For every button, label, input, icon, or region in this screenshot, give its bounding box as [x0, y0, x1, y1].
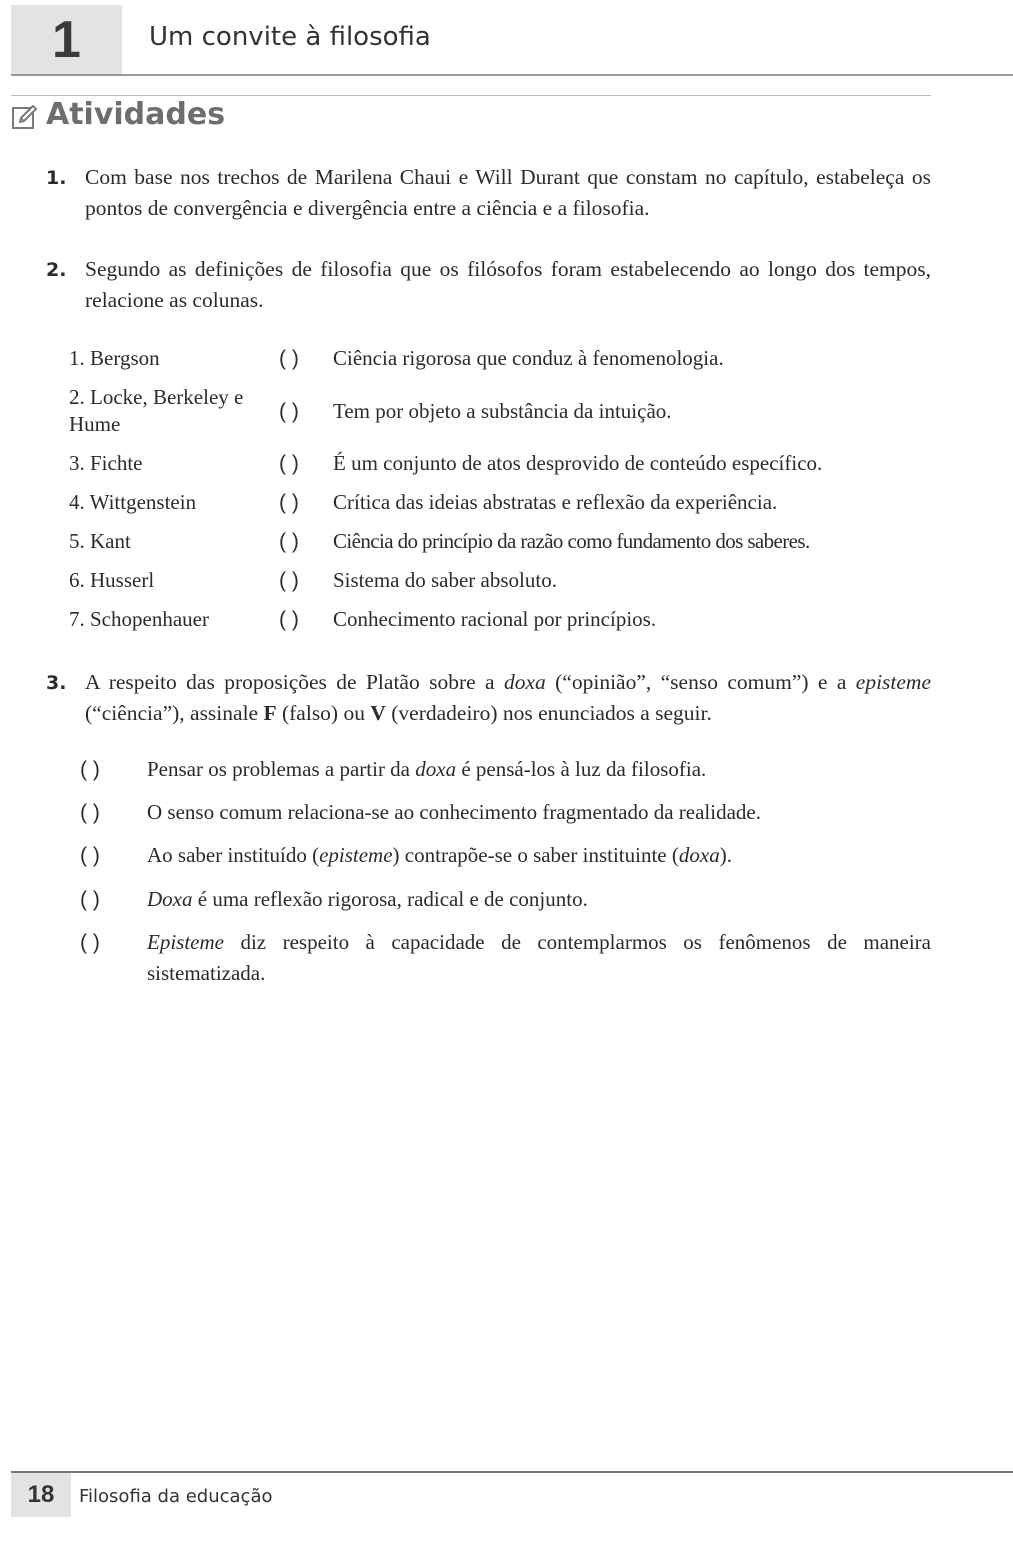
match-right-item: Conhecimento racional por princípios. [333, 607, 657, 631]
tf-statement: Pensar os problemas a partir da doxa é pensá-los à luz da filosofia. [147, 757, 707, 781]
footer-divider [11, 1471, 1013, 1473]
match-left-item: 5. Kant [69, 529, 131, 553]
section-heading: Atividades [46, 97, 226, 132]
question-3-number: 3. [46, 672, 67, 694]
tf-statement: Ao saber instituído (episteme) contrapõe-se o saber instituinte (doxa). [147, 843, 732, 867]
match-answer-blank[interactable]: ( ) [279, 569, 299, 592]
question-3-text: A respeito das proposições de Platão sobre a doxa (“opinião”, “senso comum”) e a episteme (“ciência”), assinale F (falso) ou V (verdadeiro) nos enunciados a seguir. [85, 670, 931, 725]
match-right-item: Crítica das ideias abstratas e reflexão da experiência. [333, 490, 778, 514]
match-left-item: 7. Schopenhauer [69, 607, 209, 631]
chapter-title: Um convite à filosofia [149, 22, 431, 52]
question-2-number: 2. [46, 259, 67, 281]
match-answer-blank[interactable]: ( ) [279, 400, 299, 423]
match-right-item: Sistema do saber absoluto. [333, 568, 557, 592]
section-divider [11, 95, 931, 96]
match-answer-blank[interactable]: ( ) [279, 530, 299, 553]
question-1-text: Com base nos trechos de Marilena Chaui e Will Durant que constam no capítulo, estabeleça os pontos de convergência e divergência entre a ciência e a filosofia. [85, 165, 931, 220]
header-divider [11, 74, 1013, 76]
match-left-item: 6. Husserl [69, 568, 155, 592]
match-right-item: Ciência rigorosa que conduz à fenomenologia. [333, 346, 724, 370]
match-right-item: É um conjunto de atos desprovido de conteúdo específico. [333, 451, 823, 475]
book-title: Filosofia da educação [79, 1486, 273, 1507]
match-left-item: 1. Bergson [69, 346, 160, 370]
tf-statement: Episteme diz respeito à capacidade de contemplarmos os fenômenos de maneira sistematizada. [147, 930, 931, 985]
match-right-item: Tem por objeto a substância da intuição. [333, 399, 672, 423]
tf-answer-blank[interactable]: ( ) [80, 758, 100, 781]
match-left-item: 3. Fichte [69, 451, 143, 475]
tf-answer-blank[interactable]: ( ) [80, 888, 100, 911]
match-left-item: 2. Locke, Berkeley e Hume [69, 385, 244, 436]
match-answer-blank[interactable]: ( ) [279, 347, 299, 370]
tf-answer-blank[interactable]: ( ) [80, 931, 100, 954]
match-answer-blank[interactable]: ( ) [279, 491, 299, 514]
match-answer-blank[interactable]: ( ) [279, 608, 299, 631]
pencil-edit-icon [11, 103, 39, 131]
chapter-number: 1 [52, 11, 81, 69]
page-number: 18 [27, 1481, 55, 1508]
tf-answer-blank[interactable]: ( ) [80, 801, 100, 824]
match-answer-blank[interactable]: ( ) [279, 452, 299, 475]
tf-answer-blank[interactable]: ( ) [80, 844, 100, 867]
question-2-text: Segundo as definições de filosofia que os filósofos foram estabelecendo ao longo dos tempos, relacione as colunas. [85, 257, 931, 312]
tf-statement: O senso comum relaciona-se ao conhecimento fragmentado da realidade. [147, 800, 761, 824]
match-left-item: 4. Wittgenstein [69, 490, 197, 514]
question-1-number: 1. [46, 167, 67, 189]
tf-statement: Doxa é uma reflexão rigorosa, radical e de conjunto. [147, 887, 588, 911]
match-right-item: Ciência do princípio da razão como fundamento dos saberes. [333, 529, 810, 553]
